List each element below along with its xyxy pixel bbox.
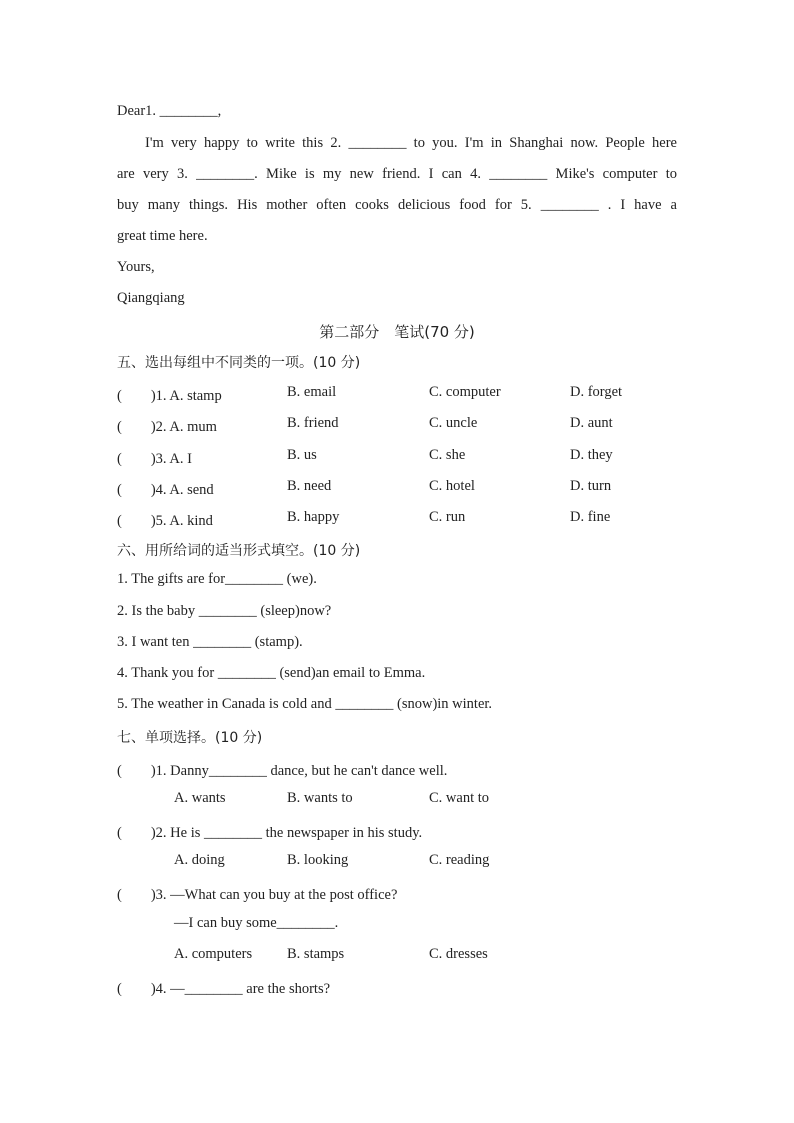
- letter-closing: Yours,: [117, 259, 155, 275]
- option-a: A. computers: [174, 946, 253, 962]
- option-d: D. they: [570, 447, 613, 463]
- question-stem: ( )4. A. send: [117, 482, 214, 498]
- question-stem: ( )3. A. I: [117, 451, 192, 467]
- letter-line-2: are very 3. ________. Mike is my new friend. I can 4. ________ Mike's computer to: [117, 166, 677, 182]
- option-c: C. uncle: [429, 415, 478, 431]
- part2-title: 第二部分 笔试(70 分): [319, 323, 475, 341]
- option-c: C. she: [429, 447, 466, 463]
- letter-line-3: buy many things. His mother often cooks delicious food for 5. ________ . I have a: [117, 197, 677, 213]
- option-c: C. dresses: [429, 946, 488, 962]
- question-stem: ( )2. A. mum: [117, 419, 217, 435]
- section6-item: 4. Thank you for ________ (send)an email to Emma.: [117, 665, 426, 681]
- letter-signature: Qiangqiang: [117, 290, 185, 306]
- option-d: D. fine: [570, 509, 611, 525]
- question-stem: ( )5. A. kind: [117, 513, 213, 529]
- question-stem: ( )1. Danny________ dance, but he can't dance well.: [117, 763, 448, 779]
- option-a: A. doing: [174, 852, 225, 868]
- section6-item: 3. I want ten ________ (stamp).: [117, 634, 303, 650]
- option-b: B. need: [287, 478, 332, 494]
- section6-title: 六、用所给词的适当形式填空。(10 分): [117, 543, 361, 559]
- option-c: C. hotel: [429, 478, 475, 494]
- question-stem: ( )3. —What can you buy at the post office?: [117, 887, 398, 903]
- option-b: B. us: [287, 447, 317, 463]
- question-stem: ( )4. —________ are the shorts?: [117, 981, 331, 997]
- question-response-line: —I can buy some________.: [174, 915, 339, 931]
- option-c: C. run: [429, 509, 466, 525]
- letter-greeting: Dear1. ________,: [117, 103, 222, 119]
- letter-line-1: I'm very happy to write this 2. ________ to you. I'm in Shanghai now. People here: [145, 135, 677, 151]
- section6-item: 5. The weather in Canada is cold and ________ (snow)in winter.: [117, 696, 493, 712]
- option-c: C. computer: [429, 384, 501, 400]
- option-d: D. forget: [570, 384, 623, 400]
- option-d: D. turn: [570, 478, 612, 494]
- option-a: A. wants: [174, 790, 226, 806]
- option-d: D. aunt: [570, 415, 613, 431]
- option-b: B. stamps: [287, 946, 345, 962]
- section6-item: 2. Is the baby ________ (sleep)now?: [117, 603, 332, 619]
- option-c: C. reading: [429, 852, 490, 868]
- question-stem: ( )1. A. stamp: [117, 388, 222, 404]
- section5-title: 五、选出每组中不同类的一项。(10 分): [117, 355, 361, 371]
- option-b: B. looking: [287, 852, 349, 868]
- option-b: B. friend: [287, 415, 339, 431]
- option-c: C. want to: [429, 790, 490, 806]
- section7-title: 七、单项选择。(10 分): [117, 730, 263, 746]
- option-b: B. happy: [287, 509, 340, 525]
- section6-item: 1. The gifts are for________ (we).: [117, 571, 317, 587]
- letter-line-4: great time here.: [117, 228, 208, 244]
- option-b: B. email: [287, 384, 337, 400]
- option-b: B. wants to: [287, 790, 353, 806]
- question-stem: ( )2. He is ________ the newspaper in his study.: [117, 825, 423, 841]
